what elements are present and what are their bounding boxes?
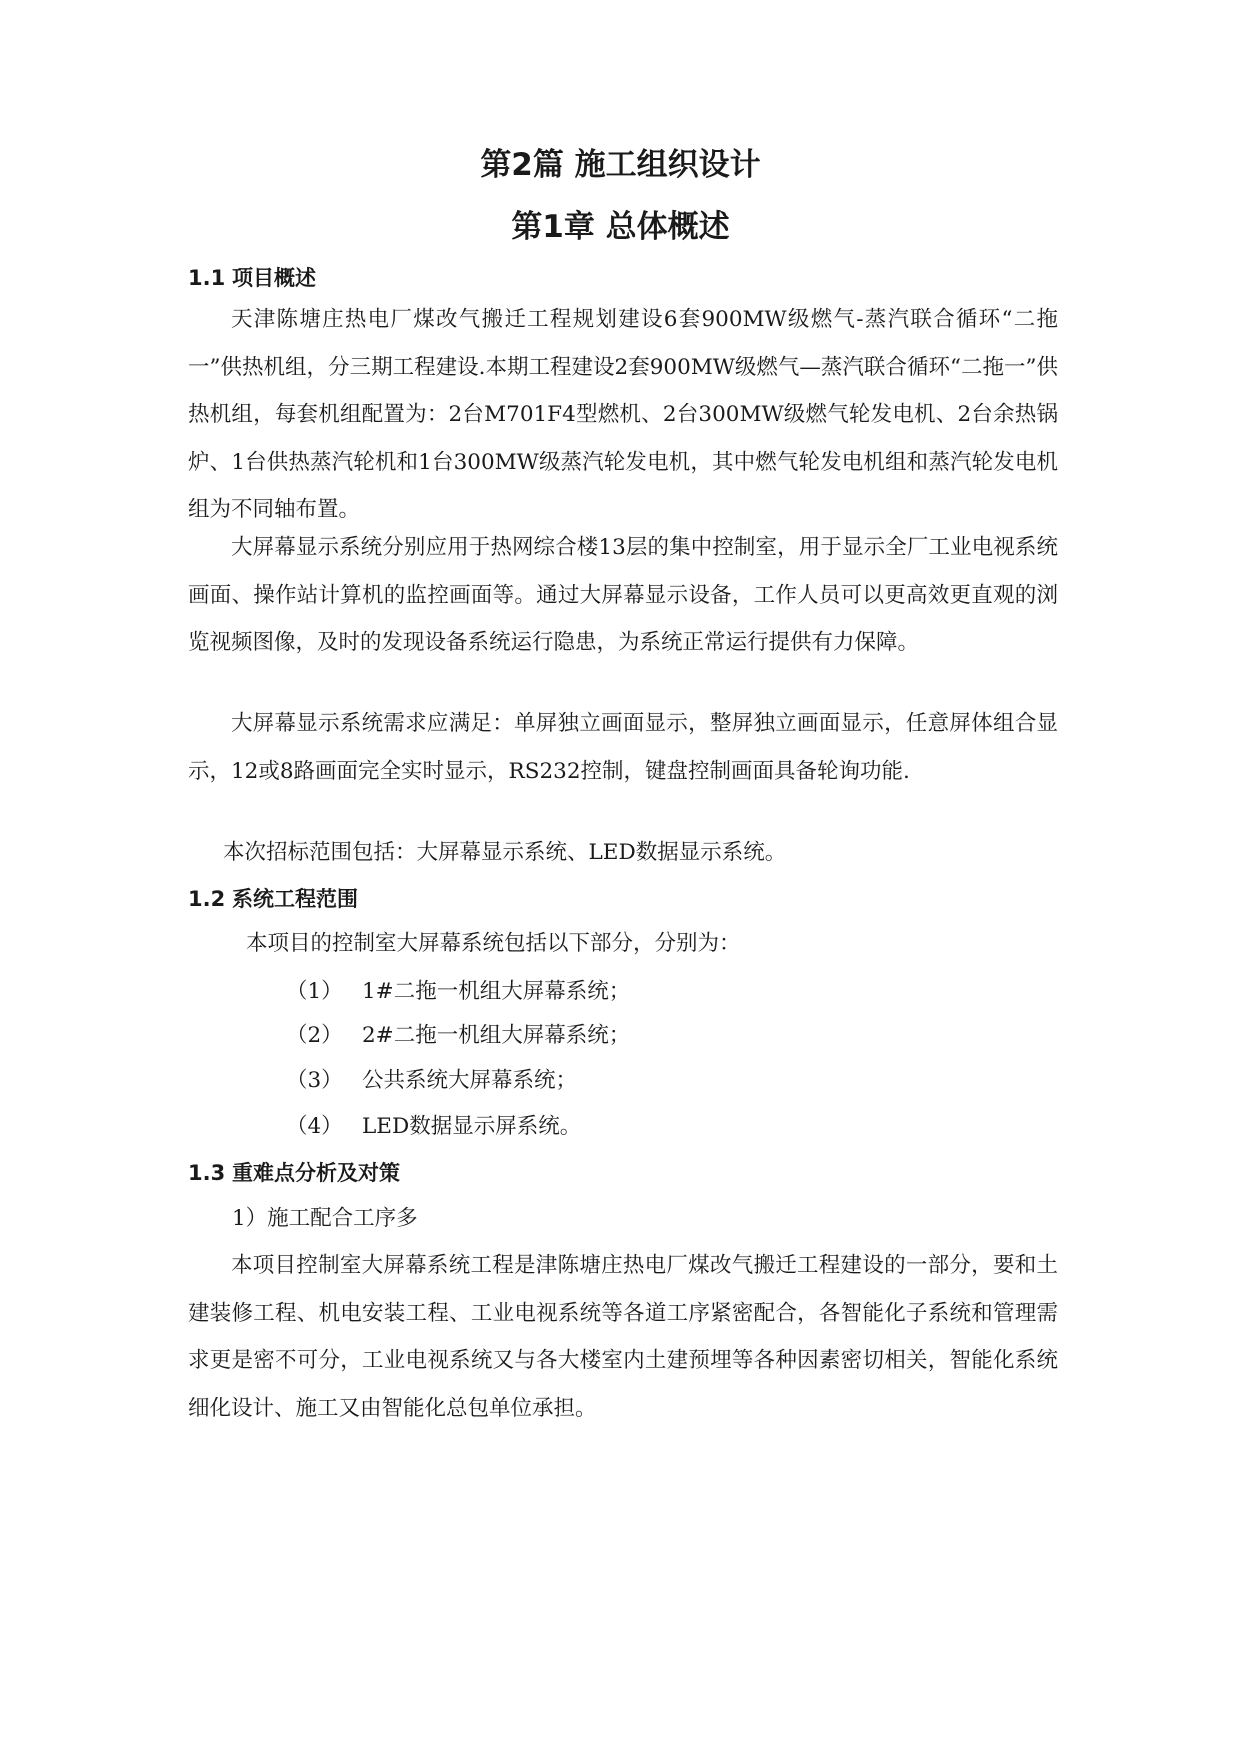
paragraph-project-overview: 天津陈塘庄热电厂煤改气搬迁工程规划建设6套900MW级燃气-蒸汽联合循环“二拖一”供热机组，分三期工程建设.本期工程建设2套900MW级燃气—蒸汽联合循环“二拖一”供热机组，每套机组配置为：2台M701F4型燃机、2台300MW级燃气轮发电机、2台余热锅炉、1台供热蒸汽轮机和1台300MW级蒸汽轮发电机，其中燃气轮发电机组和蒸汽轮发电机组为不同轴布置。 [188,307,1058,522]
section-title: 重难点分析及对策 [232,1161,400,1185]
part-title: 第2篇 施工组织设计 [480,147,761,183]
list-item-text: LED数据显示屏系统。 [362,1114,582,1139]
list-item [286,977,630,1007]
paragraph-display-requirements: 大屏幕显示系统需求应满足：单屏独立画面显示，整屏独立画面显示，任意屏体组合显示，12或8路画面完全实时显示，RS232控制，键盘控制画面具备轮询功能. [188,711,1058,784]
section-number: 1.1 [188,266,226,290]
subheading-construction-coordination: 1）施工配合工序多 [232,1206,418,1231]
list-marker: （4） [286,1114,343,1139]
section-heading-1-2 [188,884,358,914]
section-number: 1.2 [188,887,226,911]
list-item [286,1112,581,1142]
list-marker: （2） [286,1023,343,1048]
paragraph-tender-scope: 本次招标范围包括：大屏幕显示系统、LED数据显示系统。 [223,840,787,865]
section-title: 项目概述 [232,266,316,290]
list-item-text: 公共系统大屏幕系统； [362,1068,578,1093]
list-marker: （3） [286,1068,343,1093]
list-item [286,1021,630,1051]
paragraph-construction-coordination: 本项目控制室大屏幕系统工程是津陈塘庄热电厂煤改气搬迁工程建设的一部分，要和土建装修工程、机电安装工程、工业电视系统等各道工序紧密配合，各智能化子系统和管理需求更是密不可分，工业电视系统又与各大楼室内土建预埋等各种因素密切相关，智能化系统细化设计、施工又由智能化总包单位承担。 [188,1253,1058,1421]
paragraph-display-application: 大屏幕显示系统分别应用于热网综合楼13层的集中控制室，用于显示全厂工业电视系统画面、操作站计算机的监控画面等。通过大屏幕显示设备，工作人员可以更高效更直观的浏览视频图像，及时的发现设备系统运行隐患，为系统正常运行提供有力保障。 [188,535,1058,655]
section-title: 系统工程范围 [232,887,358,911]
list-marker: （1） [286,979,343,1004]
list-item-text: 1#二拖一机组大屏幕系统； [362,979,631,1004]
section-heading-1-1 [188,263,316,293]
scope-intro: 本项目的控制室大屏幕系统包括以下部分，分别为： [246,931,741,956]
chapter-title: 第1章 总体概述 [511,209,730,245]
section-heading-1-3 [188,1158,400,1188]
section-number: 1.3 [188,1161,226,1185]
list-item [286,1066,577,1096]
list-item-text: 2#二拖一机组大屏幕系统； [362,1023,631,1048]
